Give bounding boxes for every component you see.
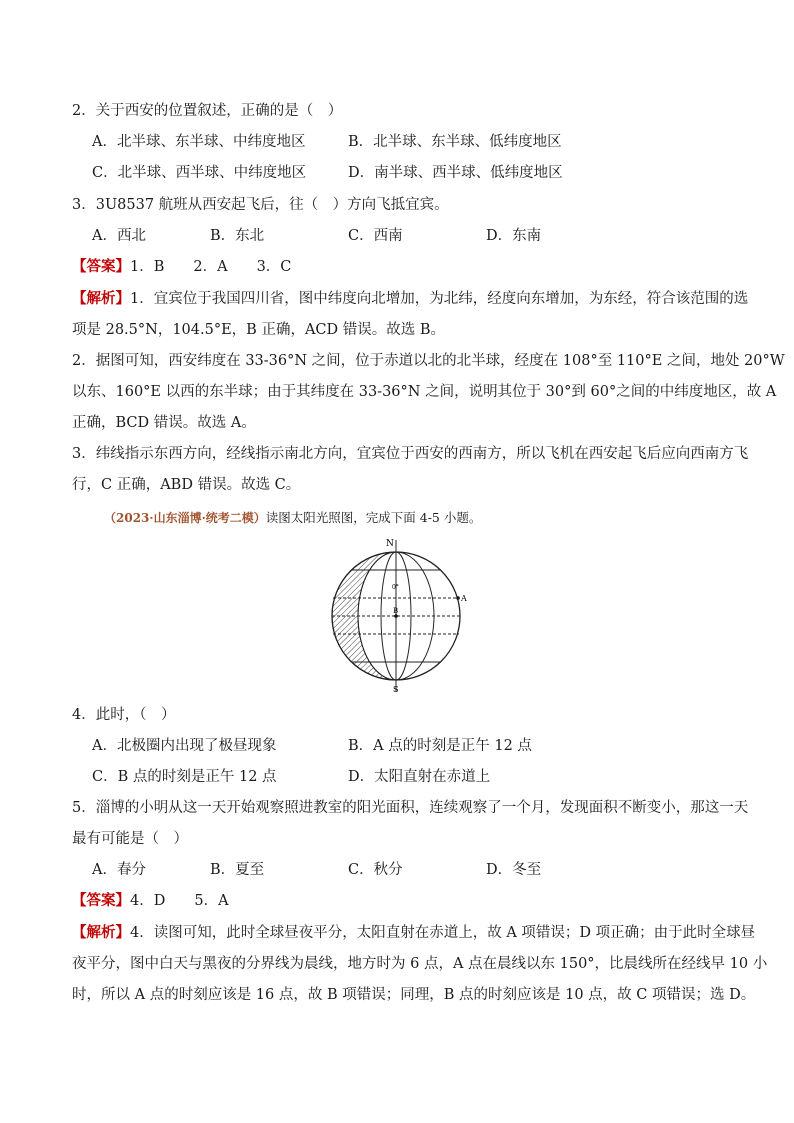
south-label: S — [393, 685, 399, 694]
q3-option-d: D．东南 — [486, 228, 542, 244]
question-5-line-2: 最有可能是（ ） — [72, 831, 188, 847]
answer-1-3 — [72, 257, 732, 277]
explanation-1-line-6: 3．纬线指示东西方向，经线指示南北方向，宜宾位于西安的西南方，所以飞机在西安起飞后应向西南方飞 — [72, 446, 749, 462]
answer-tag: 【答案】 — [72, 258, 130, 275]
q4-option-a: A．北极圈内出现了极昼现象 — [92, 738, 277, 754]
north-label: N — [386, 539, 394, 549]
q2-option-d: D．南半球、西半球、低纬度地区 — [348, 165, 563, 181]
explanation-1-line-7: 行，C 正确，ABD 错误。故选 C。 — [72, 477, 301, 493]
answer-tag: 【答案】 — [72, 892, 130, 909]
explanation-2-line-2: 夜平分，图中白天与黑夜的分界线为晨线，地方时为 6 点，A 点在晨线以东 150°，比晨线所在经线早 10 小 — [72, 956, 768, 972]
q5-option-c: C．秋分 — [348, 862, 403, 878]
q3-option-a: A．西北 — [92, 228, 146, 244]
q2-option-c: C．北半球、西半球、中纬度地区 — [92, 165, 307, 181]
explanation-text: 1．宜宾位于我国四川省，图中纬度向北增加，为北纬，经度向东增加，为东经，符合该范围的选 — [130, 291, 749, 307]
point-b-label: B — [393, 607, 399, 615]
q3-option-c: C．西南 — [348, 228, 403, 244]
explanation-2-line-3: 时，所以 A 点的时刻应该是 16 点，故 B 项错误；同理，B 点的时刻应该是 10 点，故 C 项错误；选 D。 — [72, 987, 756, 1003]
question-2-stem: 2．关于西安的位置叙述，正确的是（ ） — [72, 103, 343, 119]
explanation-1-line-3: 2．据图可知，西安纬度在 33-36°N 之间，位于赤道以北的北半球，经度在 108°至 110°E 之间，地处 20°W — [72, 353, 785, 369]
q2-option-b: B．北半球、东半球、低纬度地区 — [348, 134, 562, 150]
q4-option-d: D．太阳直射在赤道上 — [348, 769, 491, 785]
point-a-label: A — [461, 594, 467, 603]
explanation-1-line-5: 正确，BCD 错误。故选 A。 — [72, 415, 256, 431]
answer-text: 4．D 5．A — [130, 893, 229, 909]
q4-option-c: C．B 点的时刻是正午 12 点 — [92, 769, 277, 785]
q5-option-d: D．冬至 — [486, 862, 542, 878]
question-4-stem: 4．此时，（ ） — [72, 707, 176, 723]
q2-option-a: A．北半球、东半球、中纬度地区 — [92, 134, 306, 150]
q5-option-a: A．春分 — [92, 862, 146, 878]
explanation-1-line-4: 以东、160°E 以西的东半球；由于其纬度在 33-36°N 之间，说明其位于 30°到 60°之间的中纬度地区，故 A — [72, 384, 777, 400]
group-intro — [104, 508, 764, 528]
explanation-tag: 【解析】 — [72, 290, 130, 307]
explanation-2-line-1 — [72, 923, 756, 943]
globe-svg — [322, 532, 472, 697]
answer-4-5 — [72, 891, 732, 911]
explanation-text: 4．读图可知，此时全球昼夜平分，太阳直射在赤道上，故 A 项错误；D 项正确；由于此时全球昼 — [130, 925, 756, 941]
explanation-tag: 【解析】 — [72, 924, 130, 941]
q3-option-b: B．东北 — [210, 228, 265, 244]
explanation-1-line-2: 项是 28.5°N，104.5°E，B 正确，ACD 错误。故选 B。 — [72, 322, 446, 338]
intro-text: 读图太阳光照图，完成下面 4-5 小题。 — [265, 510, 482, 525]
sunlight-globe-diagram — [322, 532, 472, 697]
q4-option-b: B．A 点的时刻是正午 12 点 — [348, 738, 532, 754]
question-3-stem: 3．3U8537 航班从西安起飞后，往（ ）方向飞抵宜宾。 — [72, 197, 449, 213]
question-5-line-1: 5．淄博的小明从这一天开始观察照进教室的阳光面积，连续观察了一个月，发现面积不断变小，那这一天 — [72, 800, 749, 816]
point-a-marker — [456, 596, 460, 600]
explanation-1-line-1 — [72, 289, 749, 309]
q5-option-b: B．夏至 — [210, 862, 265, 878]
longitude-label: 0° — [392, 584, 399, 591]
answer-text: 1．B 2．A 3．C — [130, 259, 292, 275]
source-label: （2023·山东淄博·统考二模） — [104, 511, 266, 525]
